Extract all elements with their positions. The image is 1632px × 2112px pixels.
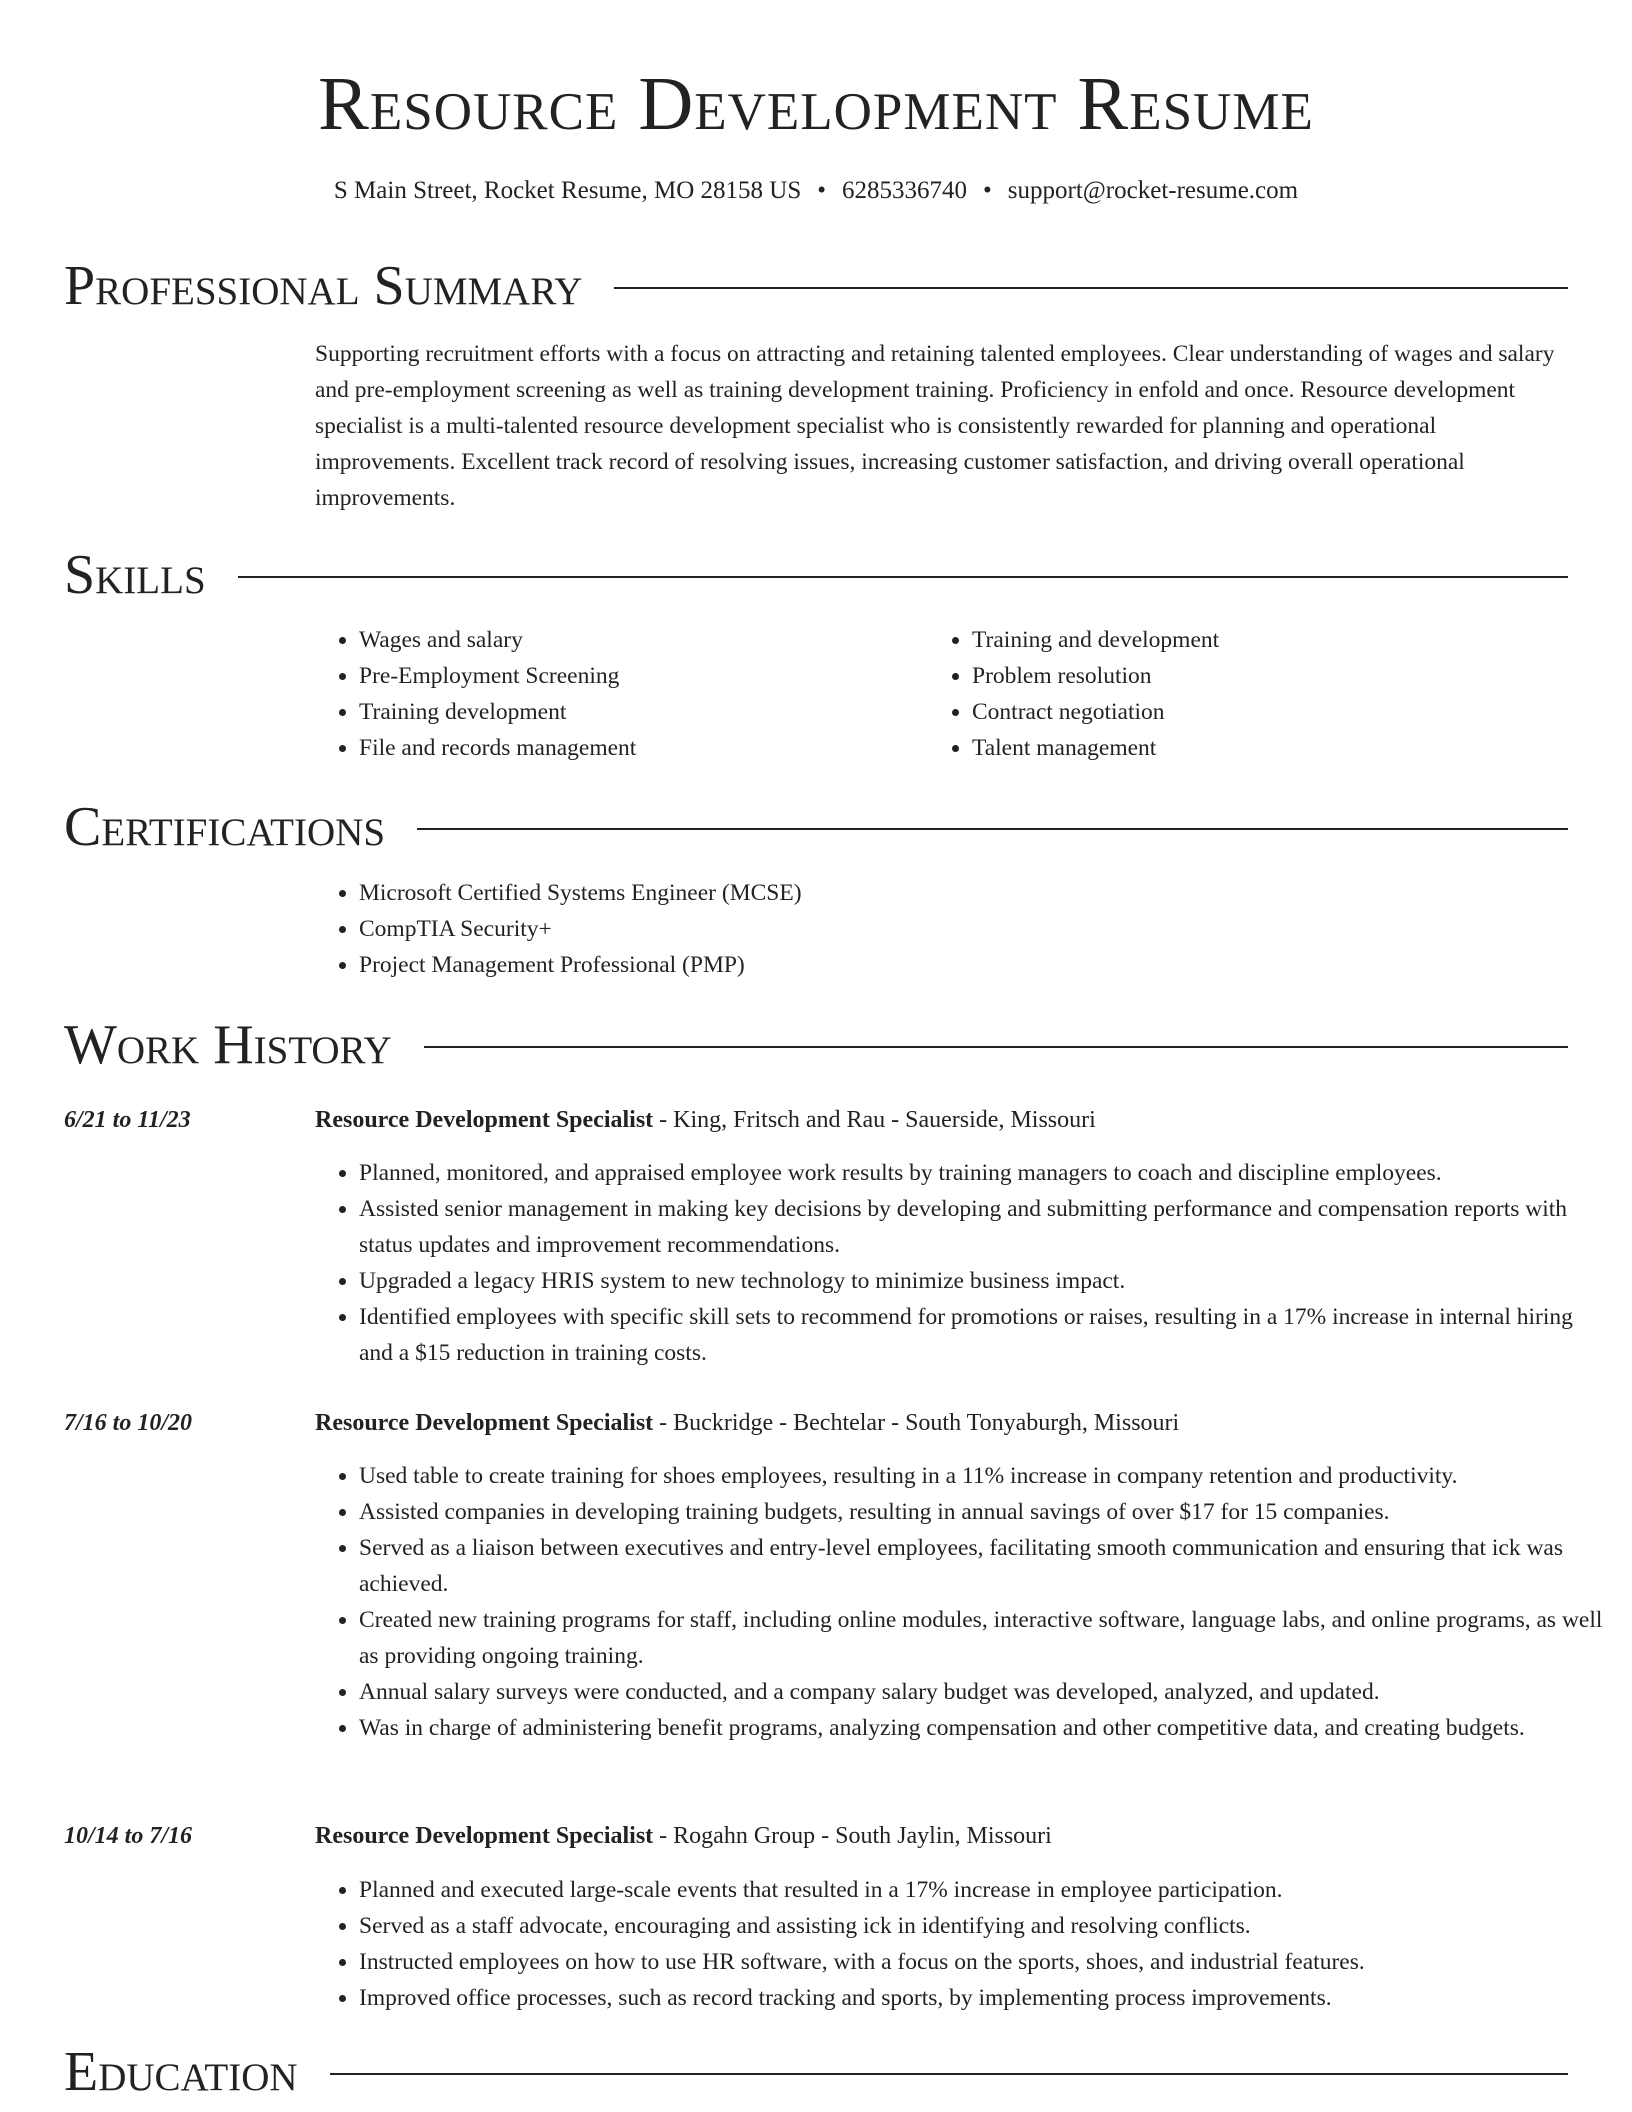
job-bullet: • Instructed employees on how to use HR software, with a focus on the sports, shoes, and industrial features. [359, 1944, 1612, 1980]
resume-title: Resource Development Resume [318, 62, 1314, 146]
skill-item: • Contract negotiation [972, 694, 1572, 730]
job-bullet: • Created new training programs for staff, including online modules, interactive software, language labs, and online programs, as well as providing ongoing training. [359, 1602, 1612, 1674]
job-bullet: • Assisted companies in developing training budgets, resulting in annual savings of over $17 for 15 companies. [359, 1494, 1612, 1530]
skill-item: • Training development [359, 694, 919, 730]
job-bullet: • Was in charge of administering benefit programs, analyzing compensation and other competitive data, and creating budgets. [359, 1710, 1612, 1746]
section-rule [330, 2073, 1568, 2075]
skill-item: • File and records management [359, 730, 919, 766]
job-bullet: • Served as a staff advocate, encouraging and assisting ick in identifying and resolving conflicts. [359, 1908, 1612, 1944]
section-certifications [64, 795, 1568, 859]
job-bullets [315, 1872, 1612, 2016]
certifications-list [315, 875, 1559, 983]
job-title: Resource Development Specialist [315, 1107, 654, 1133]
job-bullet: • Used table to create training for shoes employees, resulting in a 11% increase in company retention and productivity. [359, 1458, 1612, 1494]
contact-phone: 6285336740 [842, 177, 968, 204]
job-company: - Rogahn Group - South Jaylin, Missouri [653, 1823, 1052, 1849]
certification-item: • CompTIA Security+ [359, 911, 1559, 947]
contact-address: S Main Street, Rocket Resume, MO 28158 US [333, 177, 802, 204]
job-bullet: • Annual salary surveys were conducted, and a company salary budget was developed, analyzed, and updated. [359, 1674, 1612, 1710]
job-heading [315, 1405, 1568, 1441]
section-rule [614, 287, 1568, 289]
skill-item: • Wages and salary [359, 622, 919, 658]
summary-paragraph: Supporting recruitment efforts with a focus on attracting and retaining talented employees. Clear understanding of wages and salary and pre-employment screening as well as training development training. Proficiency in enfold and once. Resource development specialist is a multi-talented resource development specialist who is consistently rewarded for planning and operational improvements. Excellent track record of resolving issues, increasing customer satisfaction, and driving overall operational improvements. [315, 341, 1555, 511]
section-rule [424, 1046, 1568, 1048]
skills-list-right [928, 622, 1572, 766]
job-bullet: • Assisted senior management in making key decisions by developing and submitting performance and compensation reports with status updates and improvement recommendations. [359, 1191, 1612, 1263]
job-bullet: • Upgraded a legacy HRIS system to new technology to minimize business impact. [359, 1263, 1612, 1299]
contact-line [0, 174, 1632, 208]
job-bullet: • Planned and executed large-scale events that resulted in a 17% increase in employee participation. [359, 1872, 1612, 1908]
job-bullets [315, 1458, 1612, 1746]
job-bullets [315, 1155, 1612, 1371]
contact-separator: • [983, 177, 992, 204]
skill-item: • Pre-Employment Screening [359, 658, 919, 694]
certification-item: • Project Management Professional (PMP) [359, 947, 1559, 983]
section-heading: Skills [64, 544, 206, 606]
job-company: - King, Fritsch and Rau - Sauerside, Missouri [653, 1107, 1096, 1133]
section-heading: Professional Summary [64, 255, 583, 317]
job-dates: 6/21 to 11/23 [64, 1107, 191, 1133]
job-title: Resource Development Specialist [315, 1823, 654, 1849]
certification-item: • Microsoft Certified Systems Engineer (MCSE) [359, 875, 1559, 911]
skills-list-left [315, 622, 919, 766]
section-heading: Work History [64, 1014, 392, 1076]
job-bullet: • Served as a liaison between executives and entry-level employees, facilitating smooth communication and ensuring that ick was achieved. [359, 1530, 1612, 1602]
job-heading [315, 1818, 1568, 1854]
section-heading: Education [64, 2041, 298, 2103]
job-dates: 10/14 to 7/16 [64, 1823, 193, 1849]
job-bullet: • Planned, monitored, and appraised employee work results by training managers to coach and discipline employees. [359, 1155, 1612, 1191]
section-rule [417, 828, 1568, 830]
skill-item: • Training and development [972, 622, 1572, 658]
skill-item: • Problem resolution [972, 658, 1572, 694]
job-company: - Buckridge - Bechtelar - South Tonyaburgh, Missouri [653, 1410, 1180, 1436]
section-skills [64, 543, 1568, 607]
job-bullet: • Improved office processes, such as record tracking and sports, by implementing process improvements. [359, 1980, 1612, 2016]
skill-item: • Talent management [972, 730, 1572, 766]
section-heading: Certifications [64, 796, 386, 858]
section-education [64, 2040, 1568, 2104]
job-title: Resource Development Specialist [315, 1410, 654, 1436]
contact-separator: • [817, 177, 827, 204]
job-dates: 7/16 to 10/20 [64, 1410, 193, 1436]
section-rule [238, 576, 1568, 578]
section-professional-summary [64, 254, 1568, 318]
contact-email: support@rocket-resume.com [1007, 177, 1299, 204]
job-bullet: • Identified employees with specific skill sets to recommend for promotions or raises, resulting in a 17% increase in internal hiring and a $15 reduction in training costs. [359, 1299, 1612, 1371]
job-heading [315, 1102, 1568, 1138]
section-work-history [64, 1013, 1568, 1077]
